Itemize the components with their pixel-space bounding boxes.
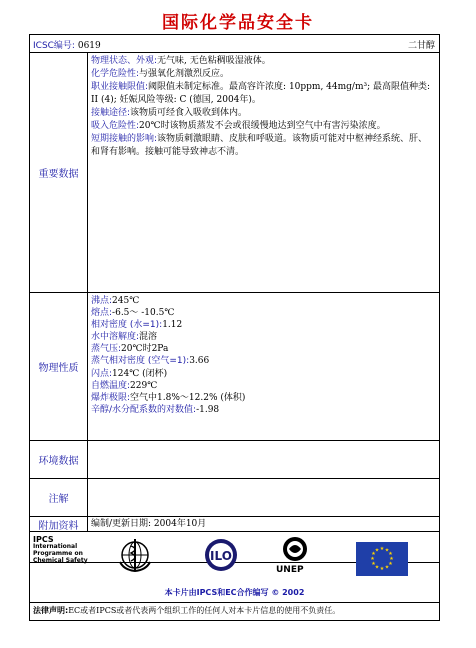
svg-text:★: ★ [371, 551, 376, 557]
property-line: 辛醇/水分配系数的对数值:-1.98 [91, 404, 220, 415]
property-line: 自燃温度:229℃ [91, 380, 158, 391]
svg-text:ILO: ILO [210, 549, 232, 563]
svg-text:★: ★ [379, 546, 385, 552]
svg-text:★: ★ [384, 547, 390, 554]
important-data-content [88, 53, 439, 292]
physical-properties-content [88, 293, 439, 440]
notes-section [30, 479, 439, 517]
important-line: 化学危险性:与强氧化剂激烈反应。 [91, 69, 230, 79]
extra-info-content: 编制/更新日期: 2004年10月 [91, 519, 207, 529]
page-title: 国际化学品安全卡 [162, 13, 314, 33]
important-line: 职业接触限值:阈限值未制定标准。最高容许浓度: 10ppm, 44mg/m³; 最高限值种类: II (4); 妊娠风险等级: C (德国, 2004年)。 [91, 82, 431, 105]
important-line: 物理状态、外观:无气味, 无色粘稠吸湿液体。 [91, 56, 271, 66]
property-line: 沸点:245℃ [91, 296, 140, 306]
property-line: 熔点:-6.5～ -10.5℃ [91, 308, 175, 319]
svg-text:★: ★ [370, 556, 375, 562]
notes-content [88, 479, 439, 516]
environment-section [30, 441, 439, 479]
svg-text:★: ★ [374, 564, 380, 571]
icsc-number: 0619 [77, 41, 101, 51]
icsc-label: ICSC编号: [33, 41, 75, 51]
svg-text:★: ★ [379, 566, 385, 572]
environment-content [88, 441, 439, 478]
icsc-row [30, 35, 439, 53]
unep-emblem-icon [275, 535, 315, 565]
credit-line: 本卡片由IPCS和EC合作编写 © 2002 [164, 588, 305, 597]
environment-label: 环境数据 [30, 441, 88, 478]
svg-text:★: ★ [374, 547, 380, 554]
unep-label: UNEP [276, 565, 304, 575]
chemical-name: 二甘醇 [407, 41, 435, 51]
extra-info-label: 附加资料 [30, 517, 88, 531]
svg-text:★: ★ [388, 561, 393, 567]
important-line: 短期接触的影响:该物质刺激眼睛、皮肤和呼吸道。该物质可能对中枢神经系统、肝、和肾有影响。接触可能导致神志不清。 [91, 134, 428, 157]
eu-flag-icon [356, 542, 408, 576]
svg-text:★: ★ [388, 551, 393, 557]
who-emblem-icon [116, 536, 154, 574]
property-line: 相对密度 (水=1):1.12 [91, 320, 183, 331]
logo-band [30, 532, 439, 603]
physical-properties-label: 物理性质 [30, 293, 88, 440]
svg-text:★: ★ [389, 556, 394, 562]
svg-text:★: ★ [384, 564, 390, 571]
important-data-label: 重要数据 [30, 53, 88, 292]
notes-label: 注解 [30, 479, 88, 516]
physical-properties-section [30, 293, 439, 441]
important-data-section [30, 53, 439, 293]
property-line: 爆炸极限:空气中1.8%～12.2% (体积) [91, 392, 246, 403]
ilo-emblem-icon [202, 536, 240, 574]
important-line: 吸入危险性:20℃时该物质蒸发不会或很缓慢地达到空气中有害污染浓度。 [91, 121, 386, 131]
property-line: 蒸气相对密度 (空气=1):3.66 [91, 356, 210, 367]
property-line: 蒸气压:20℃时2Pa [91, 344, 169, 355]
ipcs-logo: IPCS International Programme on Chemical Safety [33, 535, 88, 564]
important-line: 接触途径:该物质可经食入吸收到体内。 [91, 108, 248, 118]
property-line: 水中溶解度:混溶 [91, 332, 158, 343]
svg-text:★: ★ [371, 561, 376, 567]
property-line: 闪点:124℃ (闭杯) [91, 368, 168, 379]
safety-card [29, 34, 440, 621]
legal-statement: 法律声明:EC或者IPCS或者代表两个组织工作的任何人对本卡片信息的使用不负责任。 [33, 606, 341, 615]
